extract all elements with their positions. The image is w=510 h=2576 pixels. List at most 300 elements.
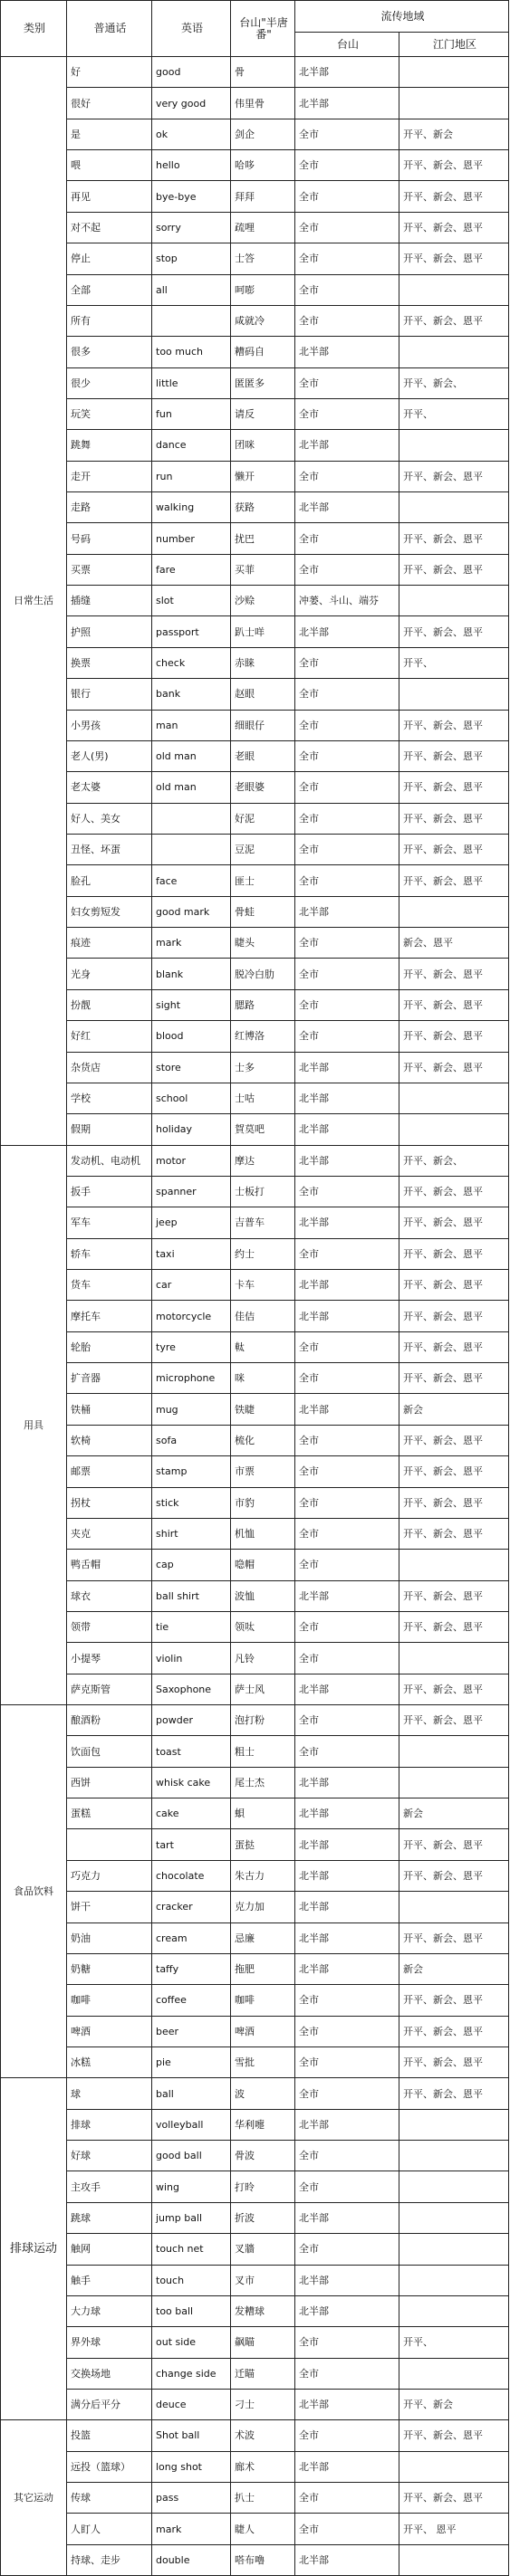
mandarin-cell: 学校 [67,1083,152,1113]
table-row [1,896,509,927]
english-cell: ball [152,2078,231,2109]
region-jiangmen-cell [399,1643,509,1674]
mandarin-cell: 大力球 [67,2295,152,2326]
mandarin-cell: 领带 [67,1611,152,1642]
region-jiangmen-cell: 开平、新会、恩平 [399,1052,509,1083]
region-taishan-cell: 北半部 [295,1301,399,1331]
taishan-cell: 脱冷白肋 [231,959,295,989]
table-row [1,1145,509,1176]
region-taishan-cell: 冲蒌、斗山、端芬 [295,586,399,616]
taishan-cell: 获路 [231,492,295,523]
region-taishan-cell: 全市 [295,2078,399,2109]
region-taishan-cell: 全市 [295,772,399,803]
table-row [1,1052,509,1083]
mandarin-cell: 传球 [67,2483,152,2514]
english-cell: bye-bye [152,181,231,212]
table-row [1,1860,509,1891]
region-taishan-cell: 全市 [295,212,399,243]
region-jiangmen-cell: 开平、 [399,647,509,678]
mandarin-cell: 邮票 [67,1456,152,1487]
table-row [1,2389,509,2419]
taishan-cell: 泡打粉 [231,1705,295,1736]
region-taishan-cell: 全市 [295,740,399,771]
region-jiangmen-cell [399,274,509,305]
mandarin-cell: 好 [67,57,152,88]
table-row [1,1643,509,1674]
english-cell: pie [152,2047,231,2078]
english-cell: slot [152,586,231,616]
table-row [1,803,509,834]
table-row [1,1301,509,1331]
table-row [1,2016,509,2046]
mandarin-cell: 软椅 [67,1425,152,1455]
taishan-cell: 吉普车 [231,1207,295,1238]
taishan-cell: 好泥 [231,803,295,834]
table-row [1,2420,509,2451]
taishan-cell: 萨士风 [231,1674,295,1704]
region-jiangmen-cell: 开平、新会、恩平 [399,1860,509,1891]
taishan-cell: 粗士 [231,1736,295,1767]
region-taishan-cell: 全市 [295,2047,399,2078]
region-taishan-cell: 北半部 [295,88,399,119]
english-cell [152,305,231,336]
header-mandarin: 普通话 [67,1,152,57]
region-taishan-cell: 全市 [295,2327,399,2358]
taishan-cell: 雪批 [231,2047,295,2078]
table-row [1,586,509,616]
region-jiangmen-cell [399,2171,509,2202]
header-taishan-label: 台山"半唐番" [239,15,288,41]
region-taishan-cell: 北半部 [295,2389,399,2419]
region-taishan-cell: 全市 [295,1736,399,1767]
taishan-cell: 士咕 [231,1083,295,1113]
english-cell: spanner [152,1176,231,1207]
mandarin-cell: 拐杖 [67,1487,152,1518]
table-row [1,928,509,959]
english-cell: stamp [152,1456,231,1487]
english-cell: bank [152,679,231,710]
english-cell: change side [152,2358,231,2389]
region-taishan-cell: 全市 [295,367,399,398]
region-jiangmen-cell: 开平、新会、恩平 [399,523,509,554]
region-jiangmen-cell: 开平、新会、恩平 [399,2078,509,2109]
region-jiangmen-cell [399,492,509,523]
taishan-cell: 咖啡 [231,1985,295,2016]
region-jiangmen-cell: 开平、新会、恩平 [399,461,509,491]
table-row [1,2451,509,2482]
english-cell: good [152,57,231,88]
table-row [1,492,509,523]
region-jiangmen-cell [399,1736,509,1767]
taishan-cell: 趴士咩 [231,616,295,647]
region-taishan-cell: 北半部 [295,430,399,461]
region-jiangmen-cell: 开平、新会、恩平 [399,1270,509,1301]
mandarin-cell: 老人(男) [67,740,152,771]
mandarin-cell: 军车 [67,1207,152,1238]
english-cell: stop [152,243,231,274]
header-sub-taishan: 台山 [295,33,399,57]
region-jiangmen-cell: 开平、新会、恩平 [399,1301,509,1331]
taishan-cell: 咪 [231,1363,295,1394]
region-taishan-cell: 北半部 [295,2544,399,2575]
region-taishan-cell: 北半部 [295,337,399,367]
region-jiangmen-cell: 开平、新会、恩平 [399,1425,509,1455]
region-taishan-cell: 北半部 [295,2295,399,2326]
region-jiangmen-cell: 开平、新会、恩平 [399,1207,509,1238]
mandarin-cell: 脸孔 [67,865,152,896]
region-jiangmen-cell: 开平、新会、恩平 [399,1518,509,1549]
taishan-cell: 折波 [231,2202,295,2233]
mandarin-cell: 停止 [67,243,152,274]
mandarin-cell: 再见 [67,181,152,212]
taishan-cell: 豆泥 [231,834,295,864]
region-taishan-cell: 北半部 [295,1829,399,1860]
english-cell: all [152,274,231,305]
table-row [1,616,509,647]
taishan-cell: 铁睫 [231,1394,295,1425]
region-taishan-cell: 全市 [295,1611,399,1642]
region-taishan-cell: 全市 [295,1456,399,1487]
english-cell: very good [152,88,231,119]
region-jiangmen-cell: 新会 [399,1953,509,1984]
table-row [1,1829,509,1860]
table-row [1,243,509,274]
taishan-cell: 赤睐 [231,647,295,678]
table-row [1,1021,509,1052]
region-taishan-cell: 全市 [295,2358,399,2389]
taishan-cell: 发糟球 [231,2295,295,2326]
mandarin-cell: 对不起 [67,212,152,243]
region-jiangmen-cell: 开平、 [399,398,509,429]
region-taishan-cell: 北半部 [295,1860,399,1891]
table-row [1,1611,509,1642]
table-row [1,1425,509,1455]
taishan-cell: 飙瞄 [231,2327,295,2358]
mandarin-cell: 球衣 [67,1580,152,1611]
table-row [1,1767,509,1798]
taishan-cell: 哈哆 [231,150,295,181]
english-cell: sight [152,989,231,1020]
english-cell: cracker [152,1892,231,1922]
header-english: 英语 [152,1,231,57]
region-taishan-cell: 全市 [295,274,399,305]
english-cell: ok [152,119,231,149]
mandarin-cell: 界外球 [67,2327,152,2358]
taishan-cell: 领呔 [231,1611,295,1642]
region-jiangmen-cell: 开平、新会 [399,119,509,149]
mandarin-cell: 触手 [67,2265,152,2295]
category-cell: 用具 [1,1145,67,1704]
region-taishan-cell: 全市 [295,150,399,181]
mandarin-cell: 跳舞 [67,430,152,461]
region-jiangmen-cell: 新会、恩平 [399,928,509,959]
english-cell: mark [152,2514,231,2544]
region-taishan-cell: 北半部 [295,896,399,927]
mandarin-cell: 啤酒 [67,2016,152,2046]
region-taishan-cell: 全市 [295,2171,399,2202]
english-cell: out side [152,2327,231,2358]
english-cell: dance [152,430,231,461]
mandarin-cell: 奶油 [67,1922,152,1953]
table-row [1,1487,509,1518]
mandarin-cell: 老太婆 [67,772,152,803]
taishan-cell: 华利嚏 [231,2109,295,2140]
table-row [1,554,509,585]
taishan-cell: 咸就冷 [231,305,295,336]
table-row [1,1798,509,1829]
region-taishan-cell: 北半部 [295,57,399,88]
table-row [1,2047,509,2078]
english-cell: powder [152,1705,231,1736]
region-taishan-cell: 北半部 [295,2202,399,2233]
table-row [1,772,509,803]
region-taishan-cell: 全市 [295,181,399,212]
taishan-cell: 尾士杰 [231,1767,295,1798]
english-cell: check [152,647,231,678]
english-cell: holiday [152,1114,231,1145]
taishan-cell: 迁瞄 [231,2358,295,2389]
region-taishan-cell: 全市 [295,710,399,740]
english-cell: motor [152,1145,231,1176]
region-taishan-cell: 全市 [295,1363,399,1394]
region-taishan-cell: 北半部 [295,1798,399,1829]
english-cell: tie [152,1611,231,1642]
mandarin-cell: 冰糕 [67,2047,152,2078]
mandarin-cell: 夹克 [67,1518,152,1549]
taishan-cell: 骨波 [231,2141,295,2171]
taishan-cell: 骨蛙 [231,896,295,927]
taishan-cell: 骨 [231,57,295,88]
mandarin-cell: 轮胎 [67,1331,152,1362]
taishan-cell: 波 [231,2078,295,2109]
english-cell: old man [152,740,231,771]
table-row [1,337,509,367]
taishan-cell: 打昤 [231,2171,295,2202]
mandarin-cell: 很少 [67,367,152,398]
region-taishan-cell: 北半部 [295,1114,399,1145]
english-cell: chocolate [152,1860,231,1891]
taishan-cell: 叉牆 [231,2234,295,2265]
english-cell [152,834,231,864]
mandarin-cell: 咖啡 [67,1985,152,2016]
table-row [1,2327,509,2358]
region-jiangmen-cell: 开平、新会、恩平 [399,772,509,803]
region-jiangmen-cell: 开平、新会、恩平 [399,1176,509,1207]
table-row [1,1331,509,1362]
region-taishan-cell: 全市 [295,1487,399,1518]
taishan-cell: 腮路 [231,989,295,1020]
region-taishan-cell: 全市 [295,1985,399,2016]
table-row [1,367,509,398]
region-taishan-cell: 全市 [295,803,399,834]
table-row [1,1985,509,2016]
table-row [1,1953,509,1984]
taishan-cell: 扒士 [231,2483,295,2514]
region-jiangmen-cell: 新会 [399,1394,509,1425]
table-row [1,1363,509,1394]
english-cell: volleyball [152,2109,231,2140]
region-jiangmen-cell [399,2141,509,2171]
region-jiangmen-cell [399,1767,509,1798]
region-taishan-cell: 北半部 [295,2265,399,2295]
region-taishan-cell: 北半部 [295,1394,399,1425]
taishan-cell: 忌廉 [231,1922,295,1953]
english-cell: blank [152,959,231,989]
table-body [1,57,509,2576]
english-cell: mark [152,928,231,959]
taishan-cell: 梳化 [231,1425,295,1455]
mandarin-cell: 巧克力 [67,1860,152,1891]
taishan-cell: 嗒布嚕 [231,2544,295,2575]
region-taishan-cell: 全市 [295,834,399,864]
taishan-cell: 摩达 [231,1145,295,1176]
region-jiangmen-cell [399,2544,509,2575]
english-cell: pass [152,2483,231,2514]
english-cell: whisk cake [152,1767,231,1798]
english-cell: cap [152,1550,231,1580]
region-jiangmen-cell: 开平、新会、恩平 [399,740,509,771]
taishan-cell: 市豹 [231,1487,295,1518]
mandarin-cell: 人盯人 [67,2514,152,2544]
region-taishan-cell: 全市 [295,119,399,149]
mandarin-cell: 萨克斯管 [67,1674,152,1704]
english-cell: school [152,1083,231,1113]
mandarin-cell: 摩托车 [67,1301,152,1331]
taishan-cell: 老眼婆 [231,772,295,803]
taishan-cell: 叉市 [231,2265,295,2295]
english-cell: double [152,2544,231,2575]
region-jiangmen-cell: 开平、新会、恩平 [399,616,509,647]
taishan-cell: 賀莫吧 [231,1114,295,1145]
region-jiangmen-cell: 开平、新会、 [399,1145,509,1176]
region-taishan-cell: 全市 [295,1176,399,1207]
english-cell: shirt [152,1518,231,1549]
region-jiangmen-cell [399,2234,509,2265]
mandarin-cell: 扮靓 [67,989,152,1020]
category-cell: 其它运动 [1,2420,67,2576]
mandarin-cell: 杂货店 [67,1052,152,1083]
region-jiangmen-cell: 开平、新会、恩平 [399,2420,509,2451]
category-cell: 日常生活 [1,57,67,1146]
table-row [1,2514,509,2544]
region-jiangmen-cell: 开平、新会、恩平 [399,803,509,834]
table-row [1,2078,509,2109]
mandarin-cell: 号码 [67,523,152,554]
mandarin-cell: 主攻手 [67,2171,152,2202]
english-cell: sofa [152,1425,231,1455]
mandarin-cell: 酿酒粉 [67,1705,152,1736]
region-taishan-cell: 北半部 [295,1270,399,1301]
table-row [1,2358,509,2389]
table-row [1,959,509,989]
taishan-cell: 刁士 [231,2389,295,2419]
taishan-cell: 啤酒 [231,2016,295,2046]
taishan-cell: 佳佶 [231,1301,295,1331]
taishan-cell: 呵嘭 [231,274,295,305]
region-taishan-cell: 全市 [295,1550,399,1580]
english-cell: motorcycle [152,1301,231,1331]
english-cell: taffy [152,1953,231,1984]
region-taishan-cell: 全市 [295,959,399,989]
region-taishan-cell: 全市 [295,1021,399,1052]
table-row [1,1580,509,1611]
table-row [1,2109,509,2140]
region-jiangmen-cell [399,2451,509,2482]
table-row [1,523,509,554]
mandarin-cell: 走开 [67,461,152,491]
mandarin-cell: 轿车 [67,1238,152,1269]
region-taishan-cell: 全市 [295,398,399,429]
region-jiangmen-cell: 开平、新会、恩平 [399,834,509,864]
region-jiangmen-cell: 开平、新会、恩平 [399,2016,509,2046]
english-cell [152,803,231,834]
region-taishan-cell: 北半部 [295,1580,399,1611]
taishan-cell: 糟码自 [231,337,295,367]
region-jiangmen-cell: 开平、新会、恩平 [399,989,509,1020]
table-row [1,2483,509,2514]
english-cell: beer [152,2016,231,2046]
table-row [1,1550,509,1580]
table-row [1,2265,509,2295]
region-taishan-cell: 全市 [295,554,399,585]
table-row [1,1705,509,1736]
region-jiangmen-cell [399,896,509,927]
taishan-cell: 约士 [231,1238,295,1269]
english-cell: toast [152,1736,231,1767]
region-taishan-cell: 全市 [295,989,399,1020]
table-row [1,57,509,88]
header-taishan [231,1,295,57]
region-taishan-cell: 全市 [295,243,399,274]
english-cell: passport [152,616,231,647]
taishan-cell: 克力加 [231,1892,295,1922]
region-taishan-cell: 全市 [295,1238,399,1269]
taishan-cell: 士多 [231,1052,295,1083]
english-cell: good ball [152,2141,231,2171]
region-jiangmen-cell: 开平、新会、恩平 [399,1238,509,1269]
region-taishan-cell: 全市 [295,2420,399,2451]
region-taishan-cell: 北半部 [295,1922,399,1953]
region-taishan-cell: 全市 [295,2483,399,2514]
taishan-cell: 老眼 [231,740,295,771]
table-row [1,1674,509,1704]
table-row [1,1238,509,1269]
mandarin-cell: 蛋糕 [67,1798,152,1829]
header-region: 流传地域 [295,1,509,33]
table-row [1,2141,509,2171]
table-row [1,119,509,149]
english-cell: wing [152,2171,231,2202]
table-row [1,398,509,429]
english-cell: little [152,367,231,398]
english-cell: cream [152,1922,231,1953]
english-cell: number [152,523,231,554]
region-taishan-cell: 北半部 [295,1145,399,1176]
mandarin-cell: 全部 [67,274,152,305]
region-taishan-cell: 全市 [295,2141,399,2171]
mandarin-cell: 扩音器 [67,1363,152,1394]
region-jiangmen-cell [399,337,509,367]
region-jiangmen-cell: 开平、 [399,2327,509,2358]
region-jiangmen-cell: 开平、新会、恩平 [399,1456,509,1487]
mandarin-cell: 好红 [67,1021,152,1052]
region-jiangmen-cell: 开平、新会、恩平 [399,212,509,243]
mandarin-cell: 交换场地 [67,2358,152,2389]
region-jiangmen-cell: 开平、 恩平 [399,2514,509,2544]
english-cell: tyre [152,1331,231,1362]
region-jiangmen-cell [399,1083,509,1113]
region-jiangmen-cell: 新会 [399,1798,509,1829]
